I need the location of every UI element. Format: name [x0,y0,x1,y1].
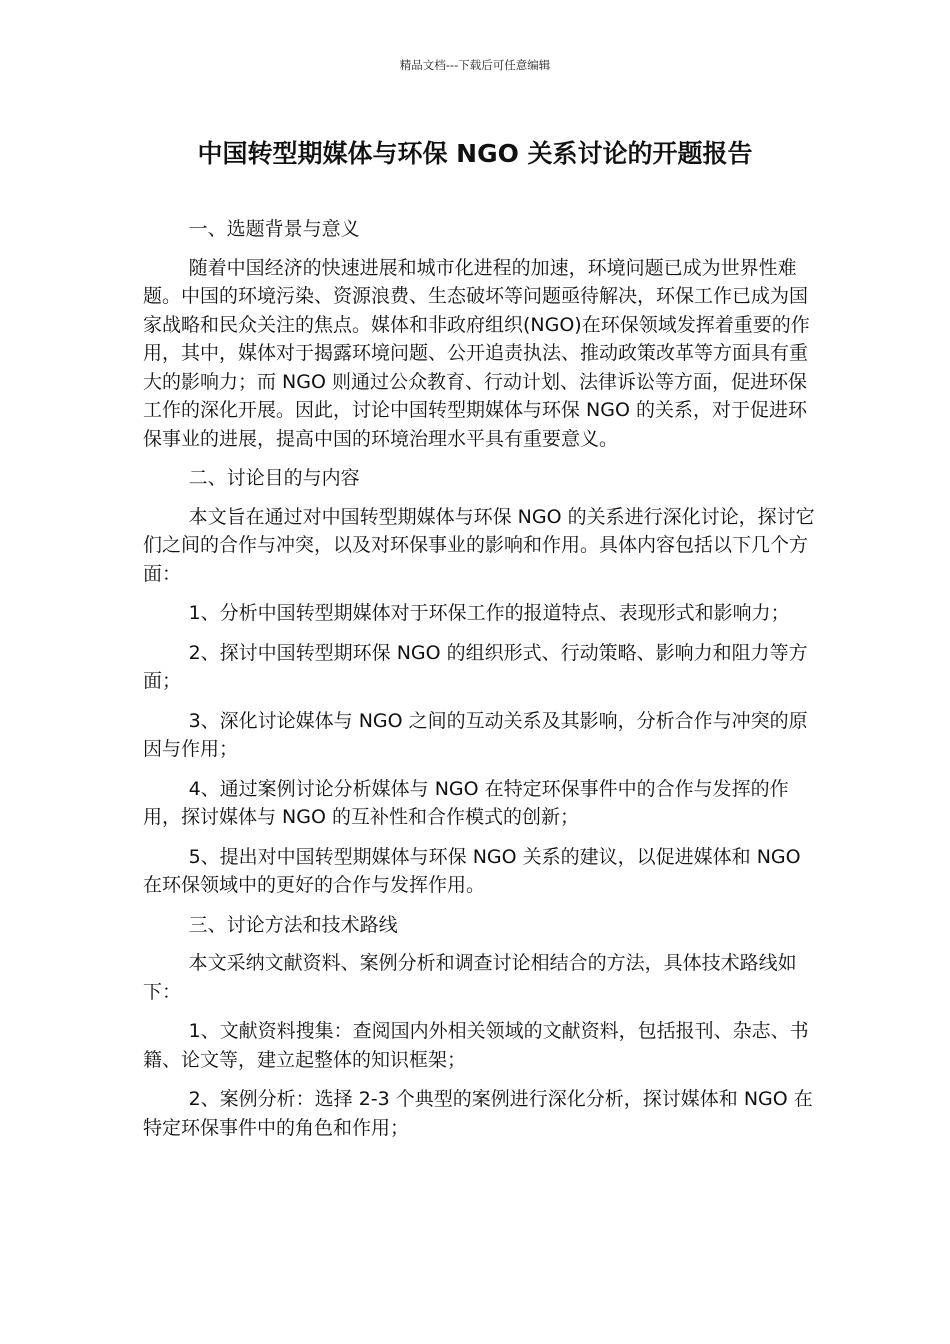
list-item: 5、提出对中国转型期媒体与环保 NGO 关系的建议，以促进媒体和 NGO 在环保领域中的更好的合作与发挥作用。 [143,845,801,896]
paragraph: 本文旨在通过对中国转型期媒体与环保 NGO 的关系进行深化讨论，探讨它们之间的合作与冲突，以及对环保事业的影响和作用。具体内容包括以下几个方面： [143,505,815,585]
header-note: 精品文档---下载后可任意编辑 [399,58,551,72]
section-heading: 三、讨论方法和技术路线 [188,913,398,936]
paragraph: 随着中国经济的快速进展和城市化进程的加速，环境问题已成为世界性难题。中国的环境污染、资源浪费、生态破坏等问题亟待解决，环保工作已成为国家战略和民众关注的焦点。媒体和非政府组织(NGO)在环保领域发挥着重要的作用，其中，媒体对于揭露环境问题、公开追责执法、推动政策改革等方面具有重大的影响力；而 NGO 则通过公众教育、行动计划、法律诉讼等方面，促进环保工作的深化开展。因此，讨论中国转型期媒体与环保 NGO 的关系，对于促进环保事业的进展，提高中国的环境治理水平具有重要意义。 [143,256,810,450]
paragraph: 本文采纳文献资料、案例分析和调查讨论相结合的方法，具体技术路线如下： [143,952,797,1003]
list-item: 4、通过案例讨论分析媒体与 NGO 在特定环保事件中的合作与发挥的作用，探讨媒体与 NGO 的互补性和合作模式的创新； [143,777,789,828]
section-goals [143,464,815,900]
section-methods [143,911,815,1143]
list-item: 1、文献资料搜集：查阅国内外相关领域的文献资料，包括报刊、杂志、书籍、论文等，建立起整体的知识框架； [143,1020,809,1071]
document-title: 中国转型期媒体与环保 NGO 关系讨论的开题报告 [197,139,753,168]
list-item: 3、深化讨论媒体与 NGO 之间的互动关系及其影响，分析合作与冲突的原因与作用； [143,709,808,760]
section-heading: 一、选题背景与意义 [188,218,360,240]
list-item: 2、案例分析：选择 2-3 个典型的案例进行深化分析，探讨媒体和 NGO 在特定环保事件中的角色和作用； [143,1088,813,1139]
document-body [143,215,815,1153]
section-background [143,215,815,453]
list-item: 1、分析中国转型期媒体对于环保工作的报道特点、表现形式和影响力； [188,602,790,624]
list-item: 2、探讨中国转型期环保 NGO 的组织形式、行动策略、影响力和阻力等方面； [143,641,808,692]
section-heading: 二、讨论目的与内容 [188,467,360,489]
